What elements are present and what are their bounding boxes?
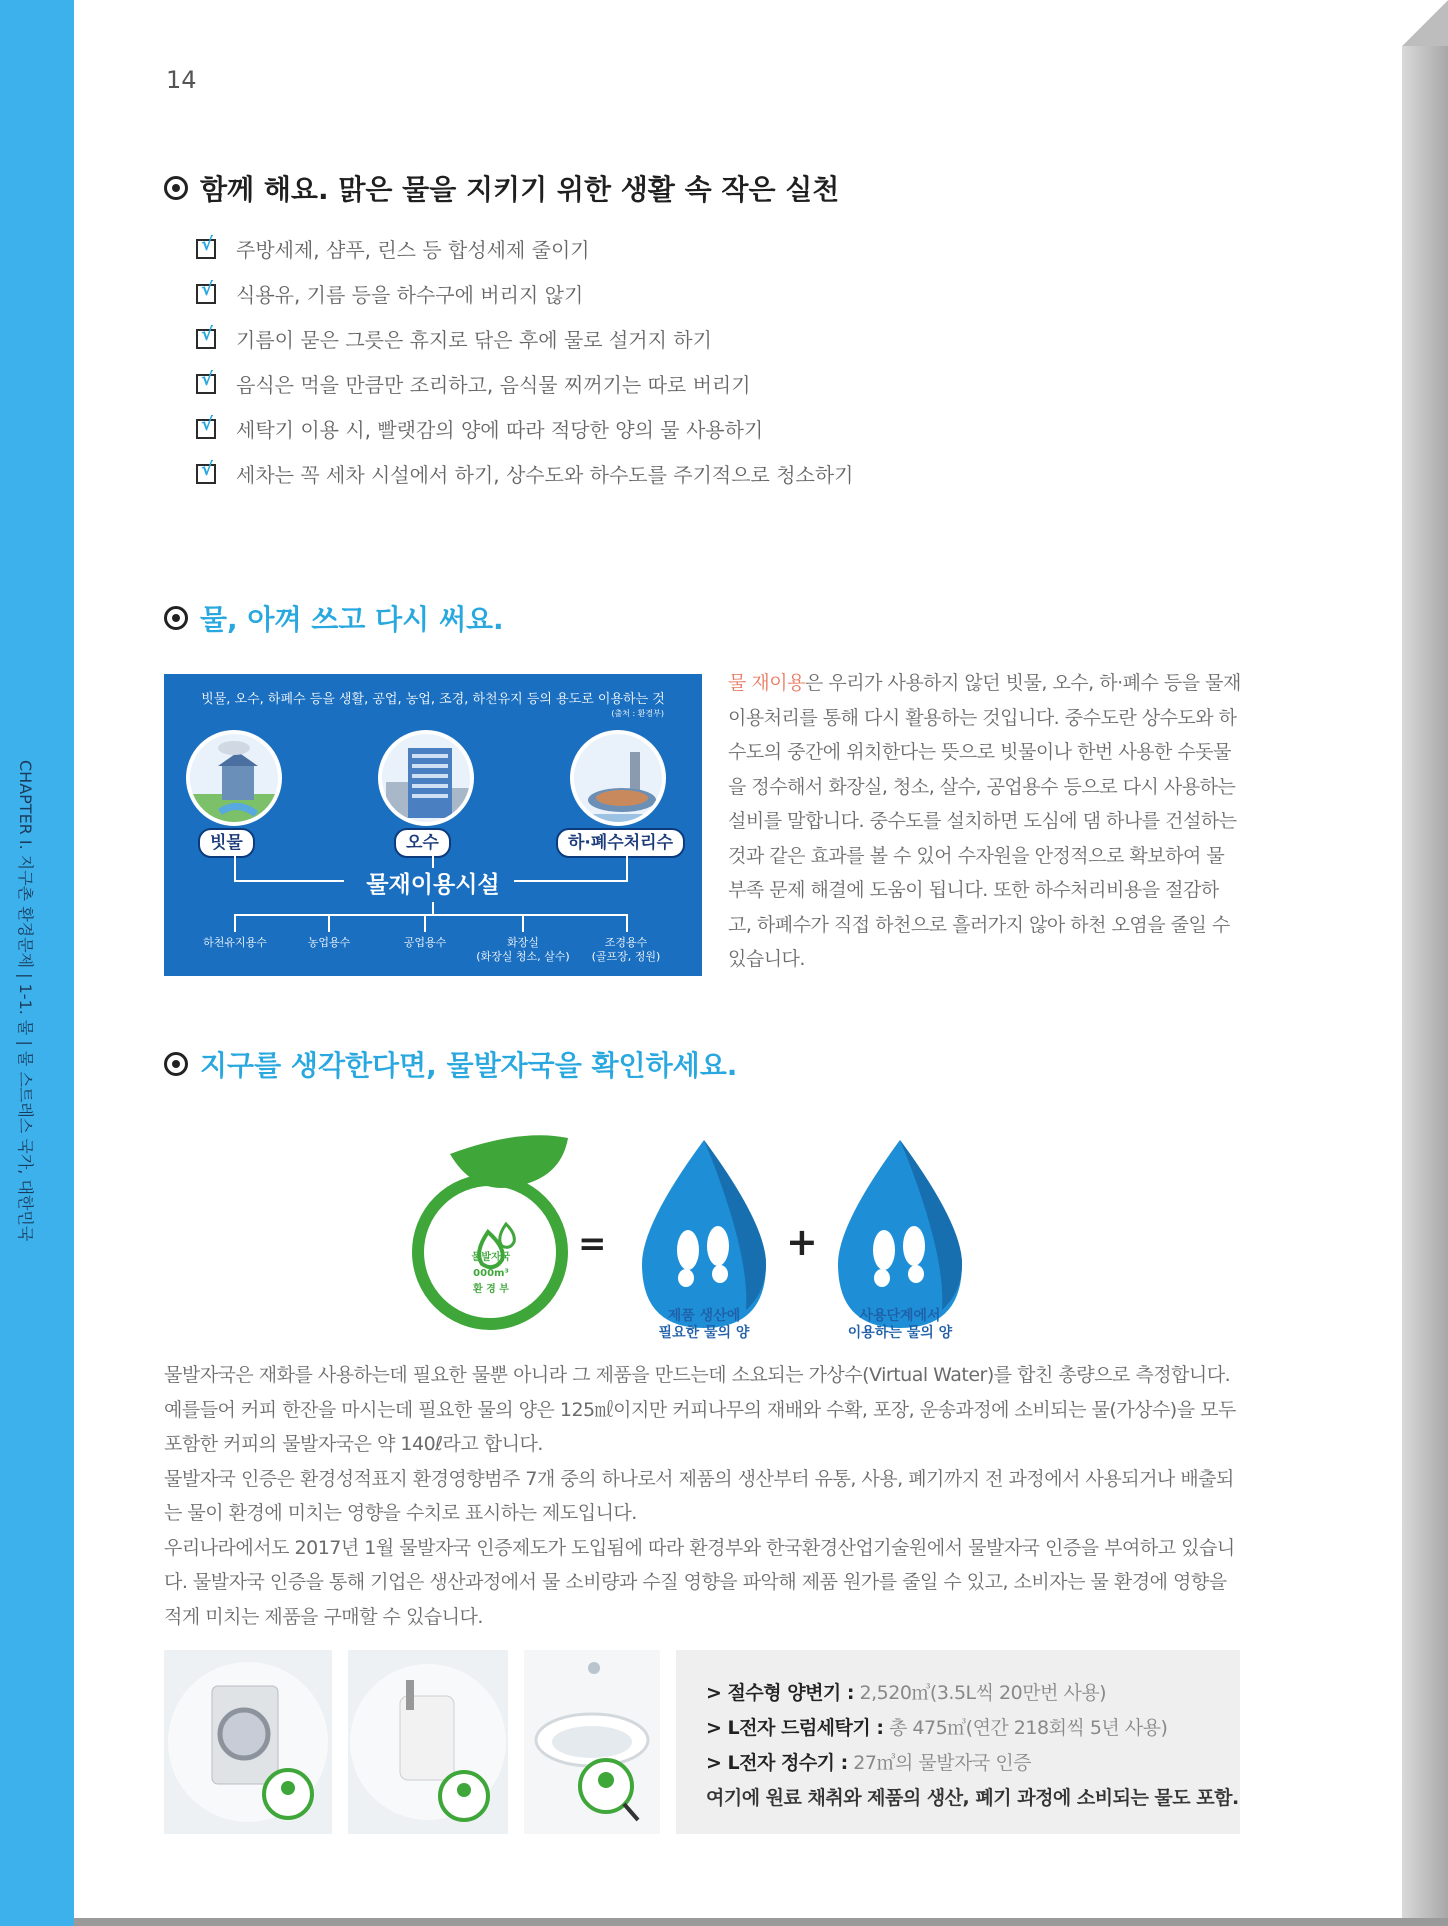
connector-line bbox=[234, 914, 628, 916]
paragraph: 물발자국은 재화를 사용하는데 필요한 물뿐 아니라 그 제품을 만드는데 소요되는 가상수(Virtual Water)를 합친 총량으로 측정합니다. 예를들어 커피 한잔을 마시는데 필요한 물의 양은 125㎖이지만 커피나무의 재배와 수확, 포장, 운송과정에 소비되는 물(가상수)을 모두 포함한 커피의 물발자국은 약 140ℓ라고 합니다. bbox=[164, 1364, 1236, 1455]
paragraph: 우리나라에서도 2017년 1월 물발자국 인증제도가 도입됨에 따라 환경부와 한국환경산업기술원에서 물발자국 인증을 부여하고 있습니다. 물발자국 인증을 통해 기업은 생산과정에서 물 소비량과 수질 영향을 파악해 제품 원가를 줄일 수 있고, 소비자는 물 환경에 영향을 적게 미치는 제품을 구매할 수 있습니다. bbox=[164, 1536, 1235, 1628]
checkbox-icon: √ bbox=[196, 329, 216, 349]
toilet-photo bbox=[524, 1650, 660, 1834]
use-item: 공업용수 bbox=[403, 936, 447, 949]
checkbox-icon: √ bbox=[196, 464, 216, 484]
practice-checklist bbox=[196, 226, 854, 496]
connector-line bbox=[626, 914, 628, 932]
connector-line bbox=[328, 914, 330, 932]
infographic-caption: 빗물, 오수, 하폐수 등을 생활, 공업, 농업, 조경, 하천유지 등의 용도로 이용하는 것 bbox=[201, 692, 665, 707]
page-number: 14 bbox=[166, 66, 197, 94]
product-line: > L전자 정수기 : 27㎥의 물발자국 인증 bbox=[706, 1752, 1032, 1774]
checklist-item: √ 주방세제, 샴푸, 린스 등 합성세제 줄이기 bbox=[196, 226, 854, 271]
target-bullet-icon bbox=[164, 1052, 188, 1076]
rainwater-illustration bbox=[186, 730, 282, 826]
product-footprint-box bbox=[676, 1650, 1240, 1834]
plus-sign: + bbox=[786, 1220, 818, 1264]
checkbox-icon: √ bbox=[196, 374, 216, 394]
checklist-item: √ 세차는 꼭 세차 시설에서 하기, 상수도와 하수도를 주기적으로 청소하기 bbox=[196, 451, 854, 496]
section-title-text: 지구를 생각한다면, 물발자국을 확인하세요. bbox=[200, 1049, 738, 1082]
equals-sign: = bbox=[578, 1224, 607, 1264]
reuse-facility-label: 물재이용시설 bbox=[366, 872, 500, 898]
reuse-highlight: 물 재이용 bbox=[728, 672, 805, 694]
checklist-item: √ 세탁기 이용 시, 빨랫감의 양에 따라 적당한 양의 물 사용하기 bbox=[196, 406, 854, 451]
connector-line bbox=[424, 914, 426, 932]
water-footprint-diagram bbox=[410, 1132, 970, 1352]
checklist-item: √ 기름이 묻은 그릇은 휴지로 닦은 후에 물로 설거지 하기 bbox=[196, 316, 854, 361]
reuse-description: 물 재이용은 우리가 사용하지 않던 빗물, 오수, 하·폐수 등을 물재이용처리를 통해 다시 활용하는 것입니다. 중수도란 상수도와 하수도의 중간에 위치한다는 뜻으로 빗물이나 한번 사용한 수돗물을 정수해서 화장실, 청소, 살수, 공업용수 등으로 다시 사용하는 설비를 말합니다. 중수도를 설치하면 도심에 댐 하나를 건설하는 것과 같은 효과를 볼 수 있어 수자원을 안정적으로 확보하여 물부족 문제 해결에 도움이 됩니다. 또한 하수처리비용을 절감하고, 하폐수가 직접 하천으로 흘러가지 않아 하천 오염을 줄일 수 있습니다. bbox=[728, 672, 1241, 970]
paragraph: 물발자국 인증은 환경성적표지 환경영향범주 7개 중의 하나로서 제품의 생산부터 유통, 사용, 폐기까지 전 과정에서 사용되거나 배출되는 물이 환경에 미치는 영향을 수치로 표시하는 제도입니다. bbox=[164, 1467, 1234, 1524]
sewage-building-illustration bbox=[378, 730, 474, 826]
chapter-caption: CHAPTER I. 지구촌 환경문제 | 1-1. 물 | 물 스트레스 국가, 대한민국 bbox=[16, 760, 35, 1242]
page-edge bbox=[1402, 0, 1448, 1926]
section-title-text: 물, 아껴 쓰고 다시 써요. bbox=[200, 603, 504, 636]
product-line: > L전자 드럼세탁기 : 총 475㎥(연간 218회씩 5년 사용) bbox=[706, 1717, 1168, 1739]
usage-water-drop bbox=[838, 1140, 962, 1328]
infographic-source: (출처 : 환경부) bbox=[611, 709, 664, 718]
source-label-wastewater: 하·폐수처리수 bbox=[556, 828, 685, 858]
usage-caption: 사용단계에서 이용하는 물의 양 bbox=[847, 1308, 953, 1341]
source-label-sewage: 오수 bbox=[394, 828, 451, 858]
section-title-practice bbox=[164, 168, 839, 208]
production-water-drop bbox=[642, 1140, 766, 1328]
water-reuse-infographic bbox=[164, 674, 702, 976]
connector-line bbox=[432, 902, 434, 914]
wastewater-plant-illustration bbox=[570, 730, 666, 826]
page-edge-bottom bbox=[0, 1918, 1448, 1926]
mark-text: 물발자국 000m³ 환 경 부 bbox=[471, 1252, 511, 1295]
footprint-body bbox=[164, 1358, 1244, 1634]
checklist-item: √ 음식은 먹을 만큼만 조리하고, 음식물 찌꺼기는 따로 버리기 bbox=[196, 361, 854, 406]
use-item: 하천유지용수 bbox=[203, 936, 267, 949]
target-bullet-icon bbox=[164, 606, 188, 630]
section-title-text: 함께 해요. 맑은 물을 지키기 위한 생활 속 작은 실천 bbox=[200, 173, 840, 206]
checklist-item: √ 식용유, 기름 등을 하수구에 버리지 않기 bbox=[196, 271, 854, 316]
product-line: > 절수형 양변기 : 2,520㎥(3.5L씩 20만번 사용) bbox=[706, 1682, 1107, 1704]
product-note: 여기에 원료 채취와 제품의 생산, 폐기 과정에 소비되는 물도 포함. bbox=[706, 1787, 1239, 1809]
section-title-footprint bbox=[164, 1044, 737, 1084]
checkbox-icon: √ bbox=[196, 239, 216, 259]
water-purifier-photo bbox=[348, 1650, 508, 1834]
checkbox-icon: √ bbox=[196, 419, 216, 439]
washing-machine-photo bbox=[164, 1650, 332, 1834]
checkbox-icon: √ bbox=[196, 284, 216, 304]
use-item: 화장실 (화장실 청소, 살수) bbox=[476, 936, 570, 963]
production-caption: 제품 생산에 필요한 물의 양 bbox=[658, 1308, 750, 1341]
connector-line bbox=[522, 914, 524, 932]
target-bullet-icon bbox=[164, 176, 188, 200]
connector-line bbox=[234, 914, 236, 932]
section-title-reuse bbox=[164, 598, 504, 638]
use-item: 농업용수 bbox=[307, 936, 351, 949]
source-label-rain: 빗물 bbox=[198, 828, 255, 858]
page-corner-fold bbox=[1402, 0, 1448, 46]
use-item: 조경용수 (골프장, 정원) bbox=[591, 936, 661, 963]
